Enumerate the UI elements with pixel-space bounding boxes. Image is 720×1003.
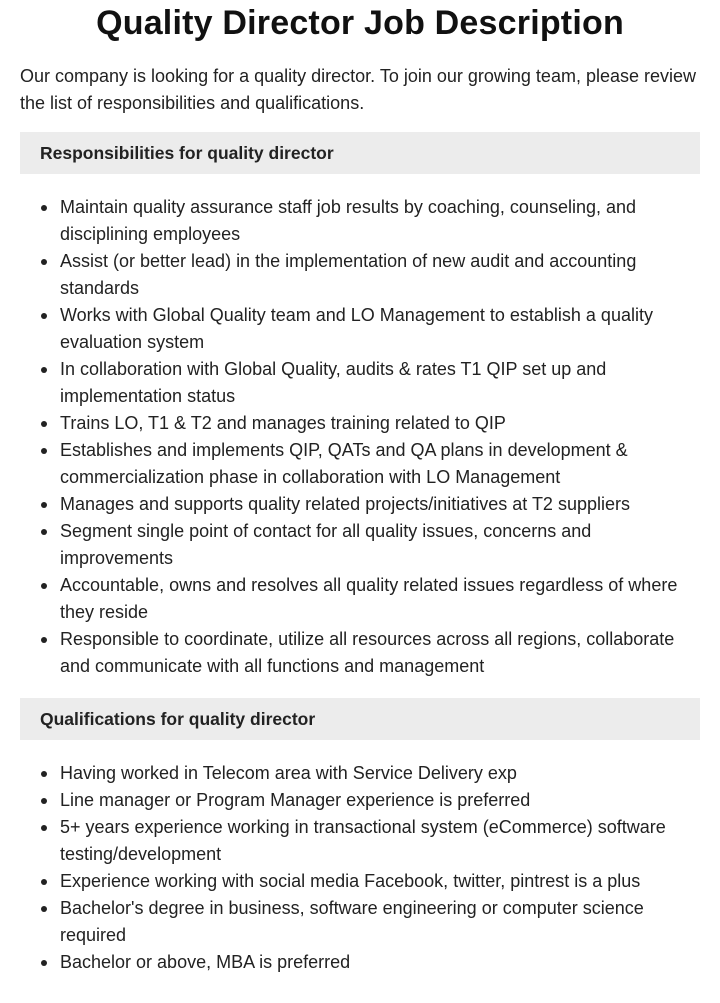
bullet-icon <box>41 798 47 804</box>
list-item <box>20 437 700 491</box>
list-item-text: Bachelor or above, MBA is preferred <box>60 952 351 972</box>
bullet-icon <box>41 529 47 535</box>
bullet-icon <box>41 421 47 427</box>
bullet-icon <box>41 313 47 319</box>
list-item <box>20 302 700 356</box>
bullet-icon <box>41 825 47 831</box>
list-item <box>20 814 700 868</box>
list-item-text: Maintain quality assurance staff job results by coaching, counseling, and disciplining employees <box>60 197 637 244</box>
list-item-text: Manages and supports quality related projects/initiatives at T2 suppliers <box>60 494 630 514</box>
list-item <box>20 356 700 410</box>
list-item <box>20 518 700 572</box>
list-item-text: Responsible to coordinate, utilize all resources across all regions, collaborate and communicate with all functions and management <box>60 629 675 676</box>
qualifications-heading: Qualifications for quality director <box>20 698 700 740</box>
list-item <box>20 626 700 680</box>
intro-paragraph: Our company is looking for a quality director. To join our growing team, please review the list of responsibilities and qualifications. <box>20 66 697 113</box>
list-item <box>20 194 700 248</box>
list-item-text: Establishes and implements QIP, QATs and QA plans in development & commercialization phase in collaboration with LO Management <box>60 440 628 487</box>
list-item-text: Line manager or Program Manager experience is preferred <box>60 790 531 810</box>
list-item-text: Experience working with social media Facebook, twitter, pintrest is a plus <box>60 871 641 891</box>
bullet-icon <box>41 367 47 373</box>
list-item <box>20 787 700 814</box>
list-item <box>20 410 700 437</box>
responsibilities-list <box>20 194 700 680</box>
list-item <box>20 868 700 895</box>
qualifications-list <box>20 760 700 976</box>
bullet-icon <box>41 879 47 885</box>
list-item-text: Having worked in Telecom area with Service Delivery exp <box>60 763 517 783</box>
bullet-icon <box>41 960 47 966</box>
bullet-icon <box>41 205 47 211</box>
bullet-icon <box>41 259 47 265</box>
list-item-text: In collaboration with Global Quality, audits & rates T1 QIP set up and implementation status <box>60 359 607 406</box>
list-item <box>20 760 700 787</box>
bullet-icon <box>41 502 47 508</box>
bullet-icon <box>41 448 47 454</box>
bullet-icon <box>41 583 47 589</box>
list-item <box>20 248 700 302</box>
bullet-icon <box>41 906 47 912</box>
responsibilities-heading: Responsibilities for quality director <box>20 132 700 174</box>
list-item-text: Segment single point of contact for all quality issues, concerns and improvements <box>60 521 592 568</box>
list-item <box>20 572 700 626</box>
bullet-icon <box>41 771 47 777</box>
page-title: Quality Director Job Description <box>96 4 624 42</box>
list-item-text: Accountable, owns and resolves all quality related issues regardless of where they reside <box>60 575 678 622</box>
list-item <box>20 895 700 949</box>
list-item-text: Trains LO, T1 & T2 and manages training related to QIP <box>60 413 506 433</box>
list-item-text: Bachelor's degree in business, software engineering or computer science required <box>60 898 644 945</box>
list-item-text: 5+ years experience working in transactional system (eCommerce) software testing/development <box>60 817 666 864</box>
list-item <box>20 949 700 976</box>
bullet-icon <box>41 637 47 643</box>
list-item-text: Assist (or better lead) in the implementation of new audit and accounting standards <box>60 251 637 298</box>
list-item-text: Works with Global Quality team and LO Management to establish a quality evaluation system <box>60 305 653 352</box>
list-item <box>20 491 700 518</box>
